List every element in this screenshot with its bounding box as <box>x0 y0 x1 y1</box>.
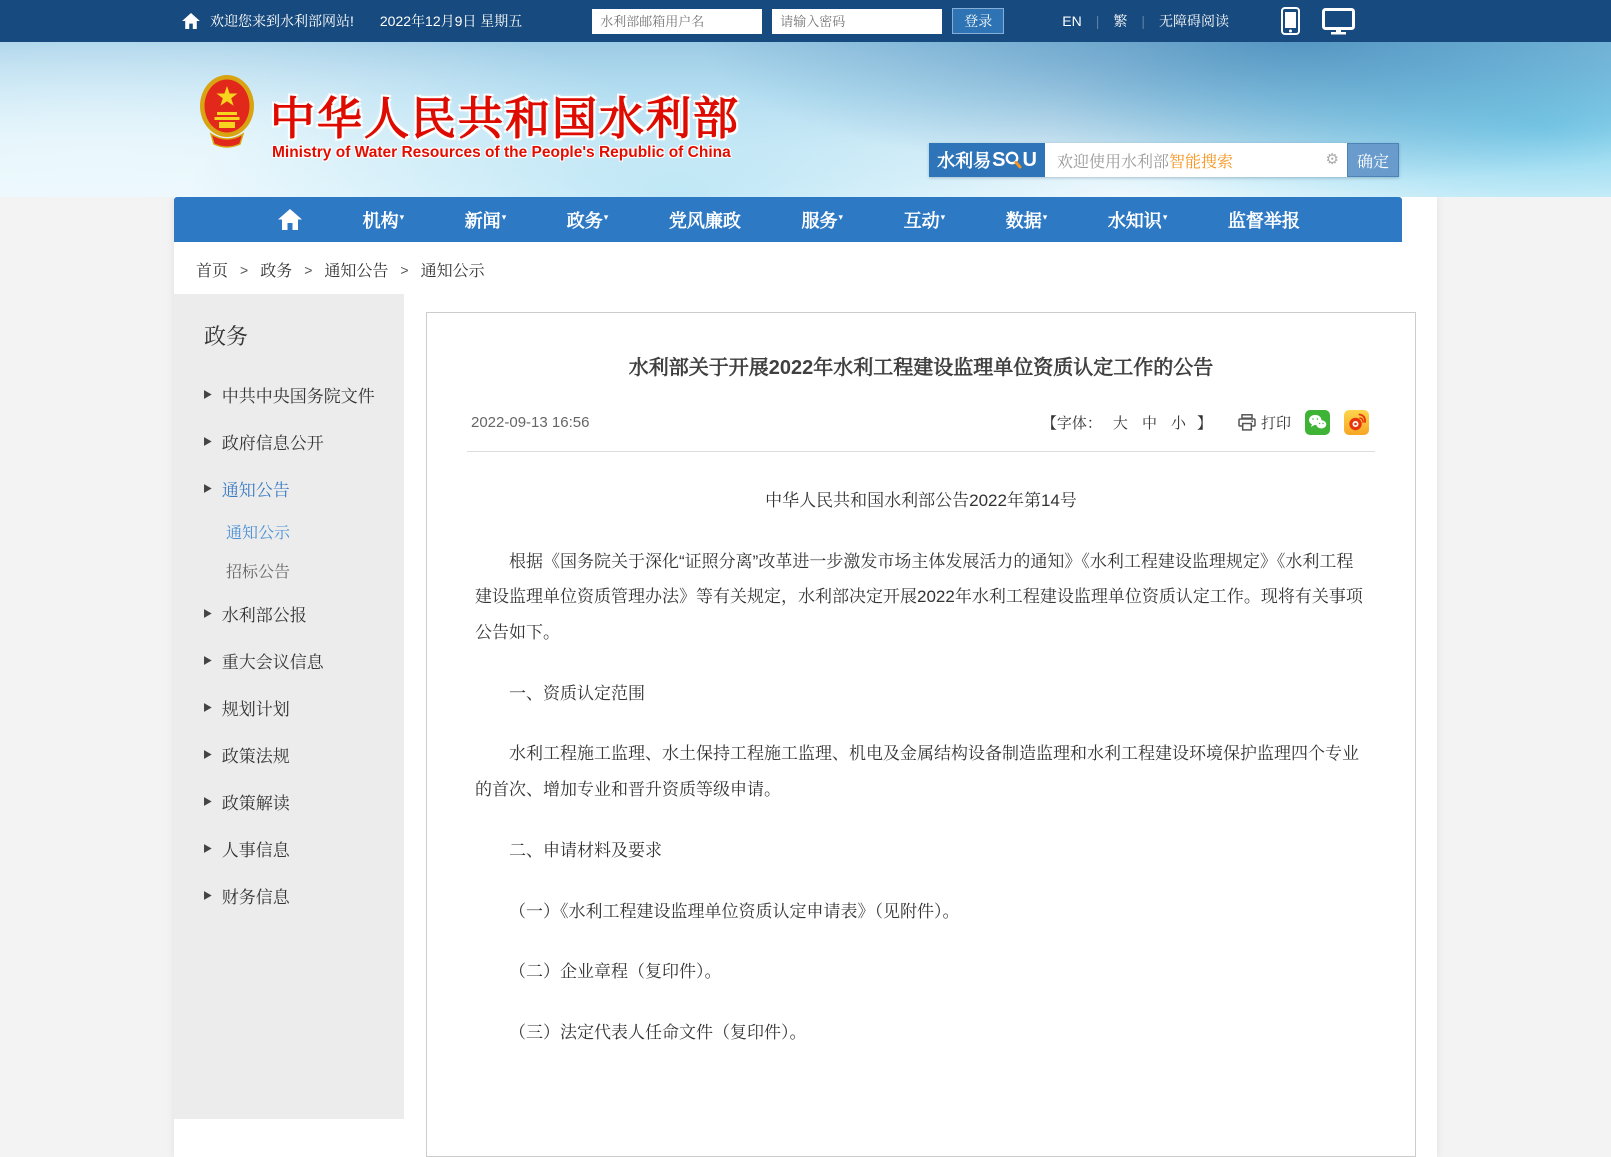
article-meta <box>467 406 1375 452</box>
login-button[interactable]: 登录 <box>952 8 1004 34</box>
sidebar-item-policy-interpretation[interactable]: ▶ 政策解读 <box>204 794 290 813</box>
page-container <box>174 197 1437 1157</box>
arrow-right-icon: ▶ <box>204 701 212 714</box>
doc-number-line: 中华人民共和国水利部公告2022年第14号 <box>765 491 1077 510</box>
arrow-right-icon: ▶ <box>204 842 212 855</box>
content-row <box>174 294 1437 1157</box>
sidebar-item-personnel-info[interactable]: ▶ 人事信息 <box>204 841 290 860</box>
breadcrumb-separator: > <box>400 261 409 278</box>
search-brand-text: 水利易 <box>937 151 992 171</box>
print-button[interactable] <box>1238 412 1291 433</box>
sidebar-item-central-documents[interactable]: ▶ 中共中央国务院文件 <box>204 387 375 406</box>
arrow-right-icon: ▶ <box>204 482 212 495</box>
list-item-3: （三）法定代表人任命文件（复印件）。 <box>509 1022 807 1042</box>
password-input[interactable] <box>772 9 942 34</box>
main-nav <box>174 197 1402 242</box>
sidebar-item-major-meetings[interactable]: ▶ 重大会议信息 <box>204 653 324 672</box>
welcome-text: 欢迎您来到水利部网站! <box>210 13 354 29</box>
search-placeholder-highlight: 智能搜索 <box>1169 153 1234 171</box>
chevron-down-icon: ▾ <box>838 211 844 222</box>
lang-en-link[interactable]: EN <box>1062 13 1082 29</box>
nav-item-interaction[interactable]: 互动▾ <box>903 210 946 231</box>
chevron-down-icon: ▾ <box>1042 211 1048 222</box>
nav-item-news[interactable]: 新闻▾ <box>464 210 507 231</box>
sidebar-item-policies-regulations[interactable]: ▶ 政策法规 <box>204 747 290 766</box>
lang-traditional-link[interactable]: 繁 <box>1113 13 1128 29</box>
search-confirm-button[interactable]: 确定 <box>1347 143 1399 177</box>
article-body <box>467 452 1375 1051</box>
language-switcher <box>1062 11 1229 31</box>
search-brand-s: S <box>992 148 1006 171</box>
section-heading-1: 一、资质认定范围 <box>509 683 645 703</box>
email-username-input[interactable] <box>592 9 762 34</box>
weibo-share-icon[interactable] <box>1344 410 1369 435</box>
paragraph: 水利工程施工监理、水土保持工程施工监理、机电及金属结构设备制造监理和水利工程建设环境保护监理四个专业的首次、增加专业和晋升资质等级申请。 <box>475 744 1359 800</box>
nav-item-water-knowledge[interactable]: 水知识▾ <box>1107 210 1168 231</box>
paragraph: 根据《国务院关于深化“证照分离”改革进一步激发市场主体发展活力的通知》《水利工程建设监理规定》《水利工程建设监理单位资质管理办法》等有关规定，水利部决定开展2022年水利工程建设监理单位资质认定工作。现将有关事项公告如下。 <box>475 551 1363 643</box>
smartphone-icon[interactable] <box>1281 7 1300 35</box>
breadcrumb-separator: > <box>240 261 249 278</box>
top-bar-inner <box>174 0 1437 42</box>
chevron-down-icon: ▾ <box>399 211 405 222</box>
nav-item-services[interactable]: 服务▾ <box>801 210 844 231</box>
top-bar <box>0 0 1611 42</box>
sidebar-item-gov-info-disclosure[interactable]: ▶ 政府信息公开 <box>204 434 324 453</box>
chevron-down-icon: ▾ <box>1162 211 1168 222</box>
font-size-label-open: 【字体： <box>1041 415 1102 432</box>
sidebar <box>174 294 404 1119</box>
nav-item-gov-affairs[interactable]: 政务▾ <box>566 210 609 231</box>
nav-item-party-conduct[interactable]: 党风廉政 <box>668 210 741 231</box>
national-emblem-logo <box>198 74 256 146</box>
publish-date: 2022-09-13 16:56 <box>471 414 590 431</box>
search-magnifier-icon <box>1005 151 1022 169</box>
nav-home-icon[interactable] <box>278 209 302 230</box>
list-item-1: （一）《水利工程建设监理单位资质认定申请表》（见附件）。 <box>509 901 960 921</box>
site-title: 中华人民共和国水利部 <box>270 93 741 144</box>
accessibility-link[interactable]: 无障碍阅读 <box>1159 13 1230 29</box>
breadcrumb <box>174 242 1437 294</box>
search-brand-button[interactable] <box>929 143 1045 177</box>
font-size-large-button[interactable]: 大 <box>1112 415 1128 432</box>
arrow-right-icon: ▶ <box>204 654 212 667</box>
nav-item-orgs[interactable]: 机构▾ <box>362 210 405 231</box>
sidebar-item-mwr-bulletin[interactable]: ▶ 水利部公报 <box>204 606 307 625</box>
breadcrumb-separator: > <box>304 261 313 278</box>
sidebar-item-financial-info[interactable]: ▶ 财务信息 <box>204 888 290 907</box>
font-size-label-close: 】 <box>1196 415 1212 432</box>
sidebar-item-planning[interactable]: ▶ 规划计划 <box>204 700 290 719</box>
date-text: 2022年12月9日 星期五 <box>379 13 523 29</box>
section-heading-2: 二、申请材料及要求 <box>509 840 662 860</box>
article-panel <box>426 312 1416 1157</box>
nav-item-data[interactable]: 数据▾ <box>1005 210 1048 231</box>
breadcrumb-gov-affairs[interactable]: 政务 <box>260 263 293 280</box>
wechat-share-icon[interactable] <box>1305 410 1330 435</box>
search-brand-u: U <box>1022 148 1037 171</box>
font-size-small-button[interactable]: 小 <box>1170 415 1186 432</box>
nav-item-supervision-report[interactable]: 监督举报 <box>1227 210 1300 231</box>
arrow-right-icon: ▶ <box>204 388 212 401</box>
search-placeholder: 欢迎使用水利部 <box>1057 153 1170 171</box>
separator: | <box>1141 13 1146 29</box>
arrow-right-icon: ▶ <box>204 607 212 620</box>
font-size-medium-button[interactable]: 中 <box>1141 415 1157 432</box>
site-subtitle: Ministry of Water Resources of the People's Republic of China <box>272 144 731 161</box>
monitor-icon[interactable] <box>1322 8 1355 35</box>
chevron-down-icon: ▾ <box>940 211 946 222</box>
breadcrumb-notice-publicity[interactable]: 通知公示 <box>420 263 485 280</box>
sidebar-subitem-notice-publicity[interactable]: 通知公示 <box>226 525 291 542</box>
search-input[interactable] <box>1045 143 1347 177</box>
home-icon <box>182 13 200 29</box>
sidebar-item-notices[interactable]: ▶ 通知公告 <box>204 481 290 500</box>
arrow-right-icon: ▶ <box>204 795 212 808</box>
arrow-right-icon: ▶ <box>204 435 212 448</box>
arrow-right-icon: ▶ <box>204 889 212 902</box>
sidebar-subitem-bid-announcements[interactable]: 招标公告 <box>226 564 291 581</box>
sidebar-title: 政务 <box>204 324 249 349</box>
article-title: 水利部关于开展2022年水利工程建设监理单位资质认定工作的公告 <box>628 357 1214 379</box>
gear-icon[interactable]: ⚙ <box>1325 151 1339 168</box>
chevron-down-icon: ▾ <box>603 211 609 222</box>
header-banner <box>0 42 1611 197</box>
chevron-down-icon: ▾ <box>501 211 507 222</box>
breadcrumb-notices[interactable]: 通知公告 <box>324 263 389 280</box>
separator: | <box>1095 13 1100 29</box>
printer-icon <box>1238 414 1256 431</box>
arrow-right-icon: ▶ <box>204 748 212 761</box>
device-links <box>1281 7 1355 35</box>
breadcrumb-home[interactable]: 首页 <box>196 263 229 280</box>
search-bar <box>929 143 1399 177</box>
print-label: 打印 <box>1260 415 1291 432</box>
list-item-2: （二）企业章程（复印件）。 <box>509 962 722 982</box>
